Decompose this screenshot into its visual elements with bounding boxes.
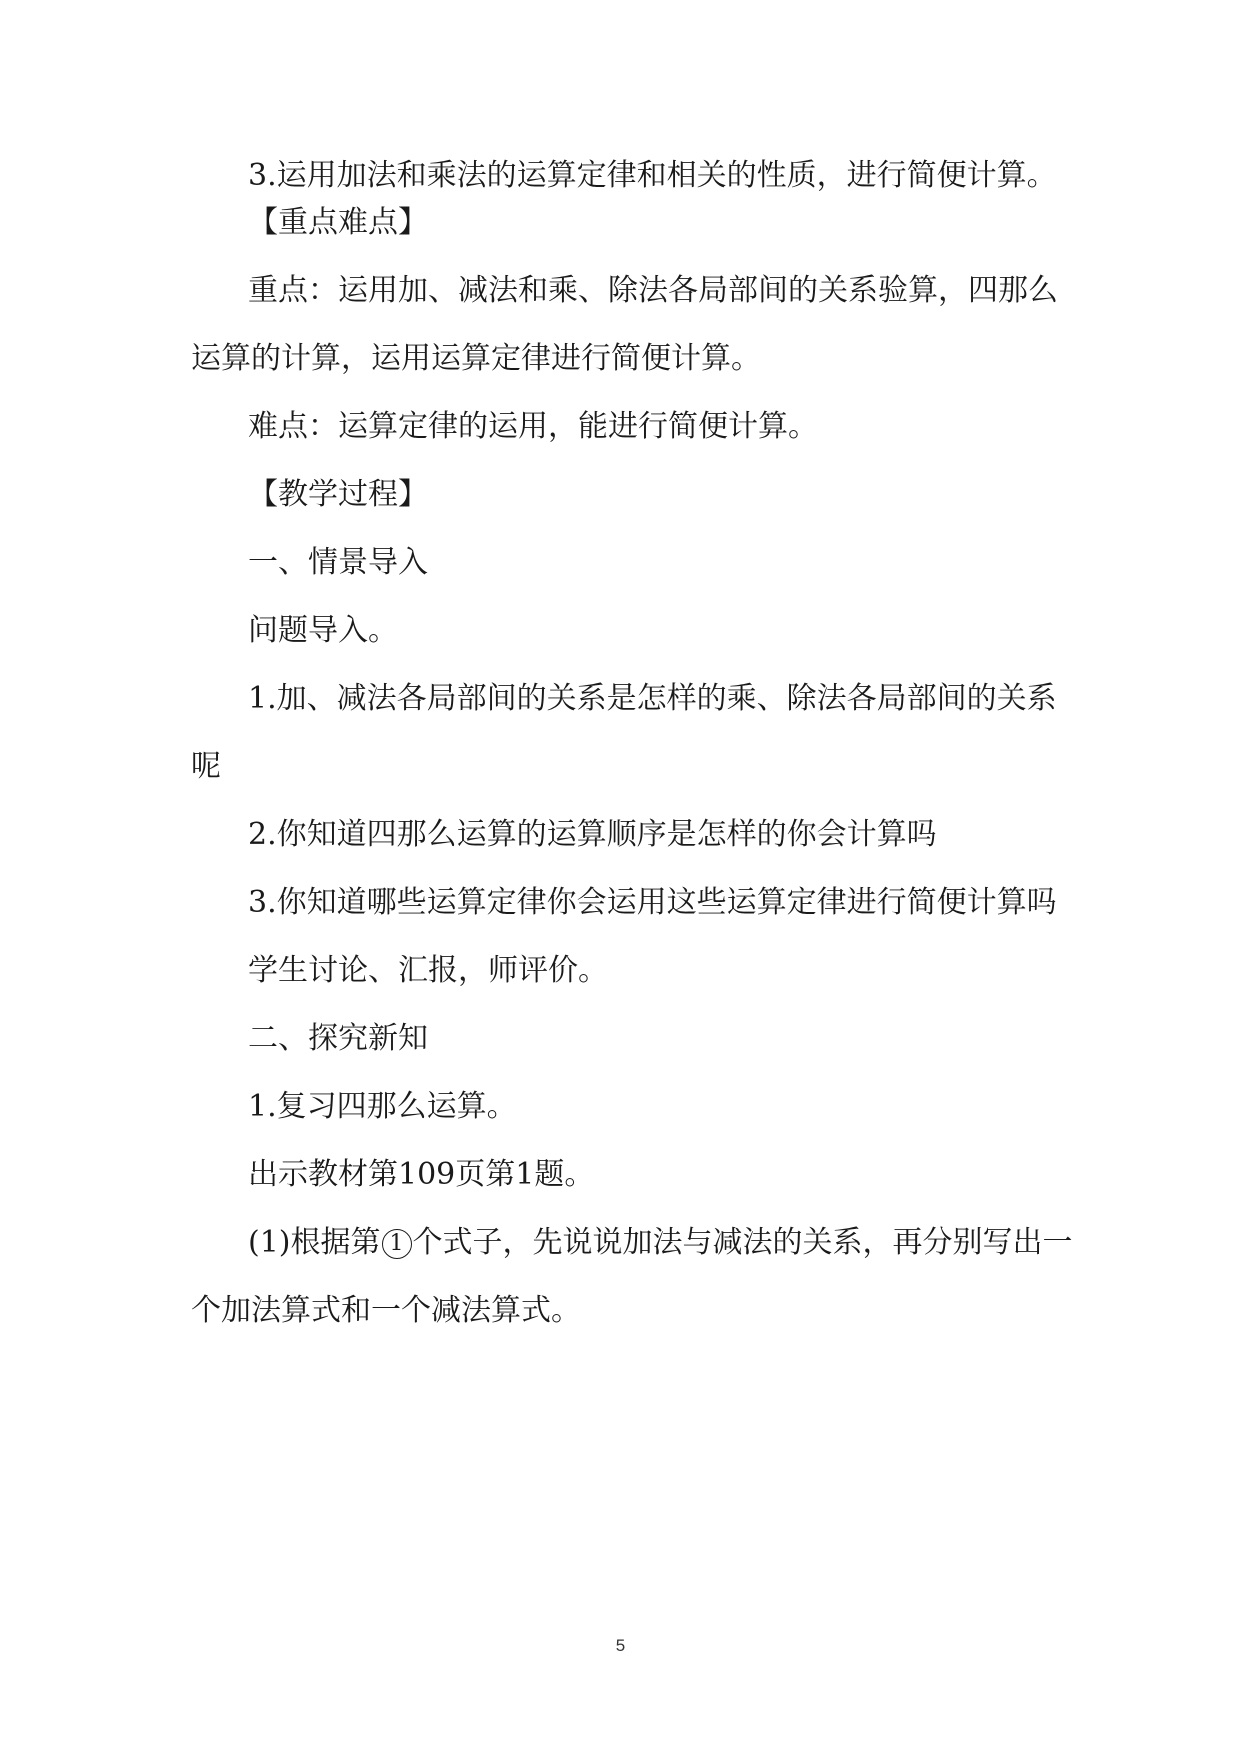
paragraph-line: 2.你知道四那么运算的运算顺序是怎样的你会计算吗: [248, 817, 937, 852]
line-prefix: (1)根据第: [248, 1225, 381, 1260]
paragraph-line: 3.你知道哪些运算定律你会运用这些运算定律进行简便计算吗: [248, 885, 1057, 920]
paragraph-line: 1.加、减法各局部间的关系是怎样的乘、除法各局部间的关系: [248, 681, 1057, 716]
paragraph-line: 3.运用加法和乘法的运算定律和相关的性质，进行简便计算。: [248, 158, 1057, 193]
paragraph-line: 学生讨论、汇报，师评价。: [248, 953, 608, 988]
line-suffix: 个式子，先说说加法与减法的关系，再分别写出一: [412, 1225, 1073, 1260]
paragraph-line: 呢: [191, 749, 221, 784]
paragraph-line: 个加法算式和一个减法算式。: [191, 1293, 581, 1328]
paragraph-line-with-circled-number: [248, 1223, 1073, 1263]
subsection-heading: 一、情景导入: [248, 545, 428, 580]
paragraph-line: 问题导入。: [248, 613, 398, 648]
paragraph-line: 难点：运算定律的运用，能进行简便计算。: [248, 409, 818, 444]
section-heading: 【教学过程】: [248, 477, 428, 512]
paragraph-line: 运算的计算，运用运算定律进行简便计算。: [191, 341, 761, 376]
paragraph-line: 出示教材第109页第1题。: [248, 1157, 595, 1192]
subsection-heading: 二、探究新知: [248, 1021, 428, 1056]
page-number: 5: [615, 1636, 626, 1655]
paragraph-line: 1.复习四那么运算。: [248, 1089, 517, 1124]
circled-number: 1: [382, 1229, 412, 1259]
section-heading: 【重点难点】: [248, 205, 428, 240]
paragraph-line: 重点：运用加、减法和乘、除法各局部间的关系验算，四那么: [248, 273, 1058, 308]
